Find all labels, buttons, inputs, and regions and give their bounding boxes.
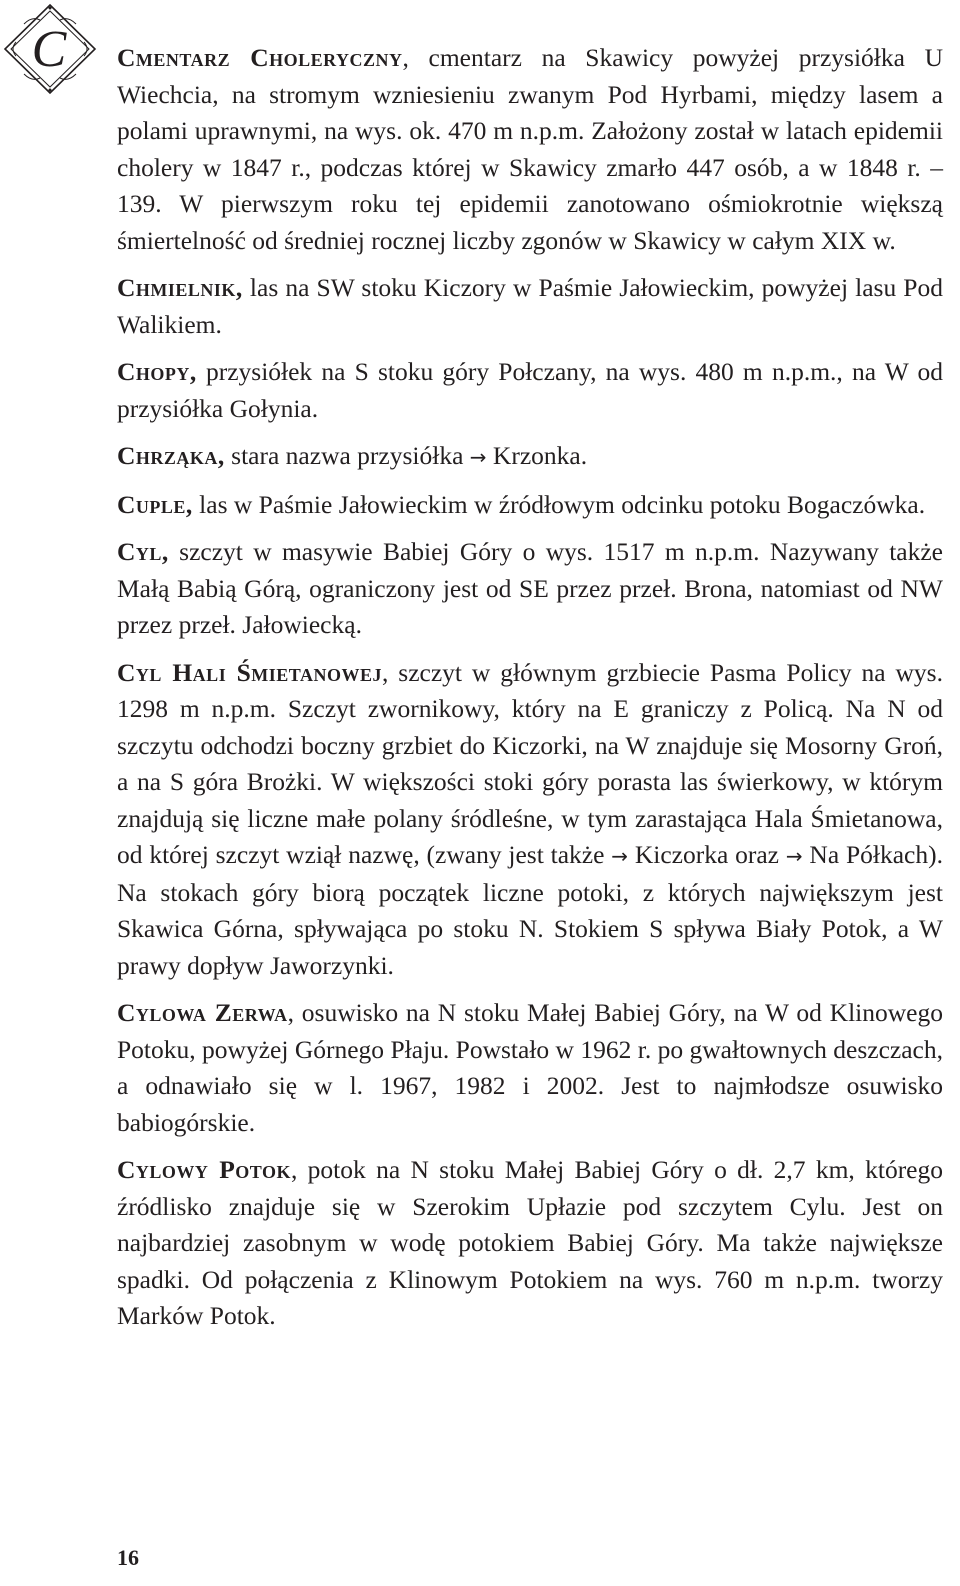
entry-text: przysiółek na S stoku góry Połczany, na wys. 480 m n.p.m., na W od przysiółka Gołynia. — [117, 357, 943, 423]
entry-headword: Cyl, — [117, 537, 169, 566]
section-letter: C — [31, 21, 67, 78]
entry-cylowy-potok — [117, 1152, 943, 1335]
entry-text: las na SW stoku Kiczory w Paśmie Jałowieckim, powyżej lasu Pod Walikiem. — [117, 273, 943, 339]
section-letter-badge — [2, 2, 98, 96]
entry-text: stara nazwa przysiółka — [224, 441, 470, 470]
entry-chrzaka — [117, 438, 943, 476]
entry-text: Na Półkach). Na stokach góry biorą początek liczne potoki, z których największym jest Skawica Górna, spływająca po stoku N. Stokiem S spływa Biały Potok, a W prawy dopływ Jaworzynki. — [117, 840, 943, 980]
see-also-arrow-icon: → — [785, 844, 803, 868]
ornament-frame-icon — [2, 2, 98, 96]
entry-text: las w Paśmie Jałowieckim w źródłowym odcinku potoku Bogaczówka. — [192, 489, 926, 519]
see-also-arrow-icon: → — [469, 445, 487, 469]
entry-headword: Chrząka, — [117, 441, 225, 470]
entry-chopy — [117, 354, 943, 427]
entry-text: , potok na N stoku Małej Babiej Góry o dł. 2,7 km, którego źródlisko znajduje się w Szerokim Upłazie pod szczytem Cylu. Jest on najbardziej zasobnym w wodę potokiem Babiej Góry. Ma także największe spadki. Od połączenia z Klinowym Potokiem na wys. 760 m n.p.m. tworzy Marków Potok. — [117, 1155, 944, 1330]
entry-text: , cmentarz na Skawicy powyżej przysiółka U Wiechcia, na stromym wzniesieniu zwanym Pod Hyrbami, między lasem a polami uprawnymi, na wys. ok. 470 m n.p.m. Założony został w latach epidemii cholery w 1847 r., podczas której w Skawicy zmarło 447 osób, a w 1848 r. – 139. W pierwszym roku tej epidemii zanotowano ośmiokrotnie większą śmiertelność od średniej rocznej liczby zgonów w Skawicy w całym XIX w. — [117, 43, 943, 255]
entry-headword: Chmielnik, — [117, 273, 243, 302]
entry-cuple — [117, 487, 943, 524]
dictionary-entries — [117, 40, 943, 1346]
see-also-arrow-icon: → — [611, 844, 629, 868]
entry-text: szczyt w masywie Babiej Góry o wys. 1517 m n.p.m. Nazywany także Małą Babią Górą, ograniczony jest od SE przez przeł. Brona, natomiast od NW przez przeł. Jałowiecką. — [117, 537, 943, 639]
page-number: 16 — [117, 1545, 139, 1570]
entry-text: Krzonka. — [486, 441, 588, 470]
entry-headword: Cuple, — [117, 489, 193, 519]
entry-headword: Cylowa Zerwa — [117, 998, 288, 1027]
entry-text: , osuwisko na N stoku Małej Babiej Góry, na W od Klinowego Potoku, powyżej Górnego Płaju. Powstało w 1962 r. po gwałtownych deszczach, a odnawiało się w l. 1967, 1982 i 2002. Jest to najmłodsze osuwisko babiogórskie. — [117, 998, 943, 1137]
entry-text: , szczyt w głównym grzbiecie Pasma Policy na wys. 1298 m n.p.m. Szczyt zwornikowy, który na E graniczy z Policą. Na N od szczytu odchodzi boczny grzbiet do Kiczorki, na W znajduje się Mosorny Groń, a na S góra Brożki. W większości stoki góry porasta las świerkowy, w którym znajdują się liczne małe polany śródleśne, w tym zarastająca Hala Śmietanowa, od której szczyt wziął nazwę, (zwany jest także — [117, 657, 943, 869]
entry-headword: Chopy, — [117, 357, 197, 386]
entry-headword: Cylowy Potok — [117, 1155, 291, 1184]
entry-cyl — [117, 534, 943, 644]
entry-cyl-hali-smietanowej — [117, 655, 943, 985]
entry-chmielnik — [117, 270, 943, 343]
entry-cylowa-zerwa — [117, 995, 943, 1141]
entry-headword: Cmentarz Choleryczny — [117, 43, 403, 72]
entry-headword: Cyl Hali Śmietanowej — [117, 657, 382, 687]
entry-cmentarz-choleryczny — [117, 40, 943, 259]
entry-text: Kiczorka oraz — [628, 840, 786, 869]
